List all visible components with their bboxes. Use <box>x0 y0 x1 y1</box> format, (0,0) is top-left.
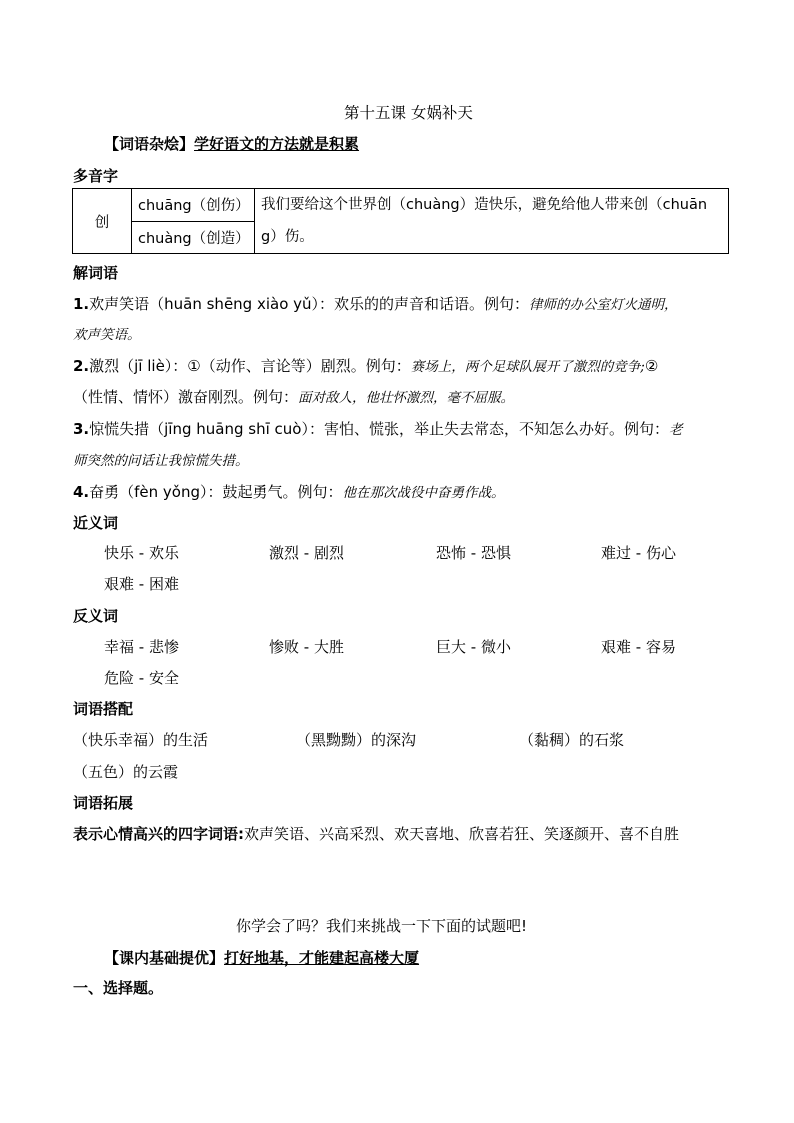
challenge-text: 你学会了吗？我们来挑战一下下面的试题吧! <box>236 917 528 935</box>
collocation-item: （黑黝黝）的深沟 <box>296 731 417 749</box>
section-header-vocab <box>104 133 359 154</box>
item-text: 欢声笑语（huān shēng xiào yǔ）：欢乐的的声音和话语。例句： <box>89 295 530 313</box>
synonym-pair: 恐怖 - 恐惧 <box>436 544 511 562</box>
polyphone-reading-2: chuàng（创造） <box>132 221 255 254</box>
collocation-item: （快乐幸福）的生活 <box>73 731 209 749</box>
item-number: 2. <box>73 357 90 375</box>
collocations-heading: 词语搭配 <box>73 700 134 718</box>
section-slogan: 学好语文的方法就是积累 <box>194 135 360 153</box>
polyphone-sentence: 我们要给这个世界创（chuàng）造快乐，避免给他人带来创（chuāng）伤。 <box>255 189 729 254</box>
explain-item-2-cont <box>73 386 514 407</box>
expansion-words: 欢声笑语、兴高采烈、欢天喜地、欣喜若狂、笑逐颜开、喜不自胜 <box>244 825 680 843</box>
item-text: 激烈（jī liè）：①（动作、言论等）剧烈。例句： <box>89 357 411 375</box>
synonyms-heading: 近义词 <box>73 514 119 532</box>
item-number: 1. <box>73 295 90 313</box>
antonym-pair: 艰难 - 容易 <box>601 638 676 656</box>
collocation-item: （五色）的云霞 <box>73 763 179 781</box>
item-example: 律师的办公室灯火通明， <box>529 297 678 313</box>
expansion-line <box>73 823 679 844</box>
page-title: 第十五课 女娲补天 <box>344 104 473 122</box>
collocations-row-2 <box>73 761 713 781</box>
item-example: 赛场上，两个足球队展开了激烈的竞争; <box>410 359 645 375</box>
synonym-pair: 激烈 - 剧烈 <box>269 544 344 562</box>
antonyms-row-1 <box>104 636 744 656</box>
item-text-tail: ② <box>644 357 659 375</box>
polyphone-table <box>72 188 729 254</box>
explain-item-3-cont: 师突然的问话让我惊慌失措。 <box>73 453 249 469</box>
item-number: 3. <box>73 420 90 438</box>
item-example: 他在那次战役中奋勇作战。 <box>342 485 505 501</box>
antonym-pair: 幸福 - 悲惨 <box>104 638 179 656</box>
section-bracket: 【词语杂烩】 <box>104 135 195 153</box>
antonym-pair: 危险 - 安全 <box>104 669 179 687</box>
collocation-item: （黏稠）的石浆 <box>519 731 625 749</box>
expansion-heading: 词语拓展 <box>73 794 134 812</box>
explain-item-4 <box>73 481 505 502</box>
synonym-pair: 快乐 - 欢乐 <box>104 544 179 562</box>
explain-heading: 解词语 <box>73 264 119 282</box>
expansion-label: 表示心情高兴的四字词语: <box>73 825 244 843</box>
section-slogan: 打好地基，才能建起高楼大厦 <box>224 949 420 967</box>
polyphone-heading: 多音字 <box>73 167 119 185</box>
antonyms-row-2 <box>104 667 744 687</box>
explain-item-3 <box>73 418 682 439</box>
synonym-pair: 难过 - 伤心 <box>601 544 676 562</box>
item-example: 老 <box>668 422 683 438</box>
item-text: 奋勇（fèn yǒng）：鼓起勇气。例句： <box>89 483 343 501</box>
explain-item-1 <box>73 293 678 314</box>
section-header-basics <box>104 947 419 968</box>
explain-item-1-cont: 欢声笑语。 <box>73 327 141 343</box>
section-bracket: 【课内基础提优】 <box>104 949 225 967</box>
synonyms-row-2 <box>104 573 744 593</box>
polyphone-reading-1: chuāng（创伤） <box>132 189 255 222</box>
polyphone-char: 创 <box>73 189 132 254</box>
question-heading: 一、选择题。 <box>73 979 164 997</box>
explain-item-2 <box>73 355 658 376</box>
item-example: 面对敌人，他壮怀激烈，毫不屈服。 <box>298 390 515 406</box>
item-text: 惊慌失措（jīng huāng shī cuò）：害怕、慌张，举止失去常态，不知怎么办好。例句： <box>89 420 669 438</box>
antonyms-heading: 反义词 <box>73 607 119 625</box>
item-number: 4. <box>73 483 90 501</box>
item-text: （性情、情怀）激奋刚烈。例句： <box>73 388 299 406</box>
antonym-pair: 惨败 - 大胜 <box>269 638 344 656</box>
antonym-pair: 巨大 - 微小 <box>436 638 511 656</box>
synonyms-row-1 <box>104 542 744 562</box>
synonym-pair: 艰难 - 困难 <box>104 575 179 593</box>
collocations-row-1 <box>73 729 713 749</box>
